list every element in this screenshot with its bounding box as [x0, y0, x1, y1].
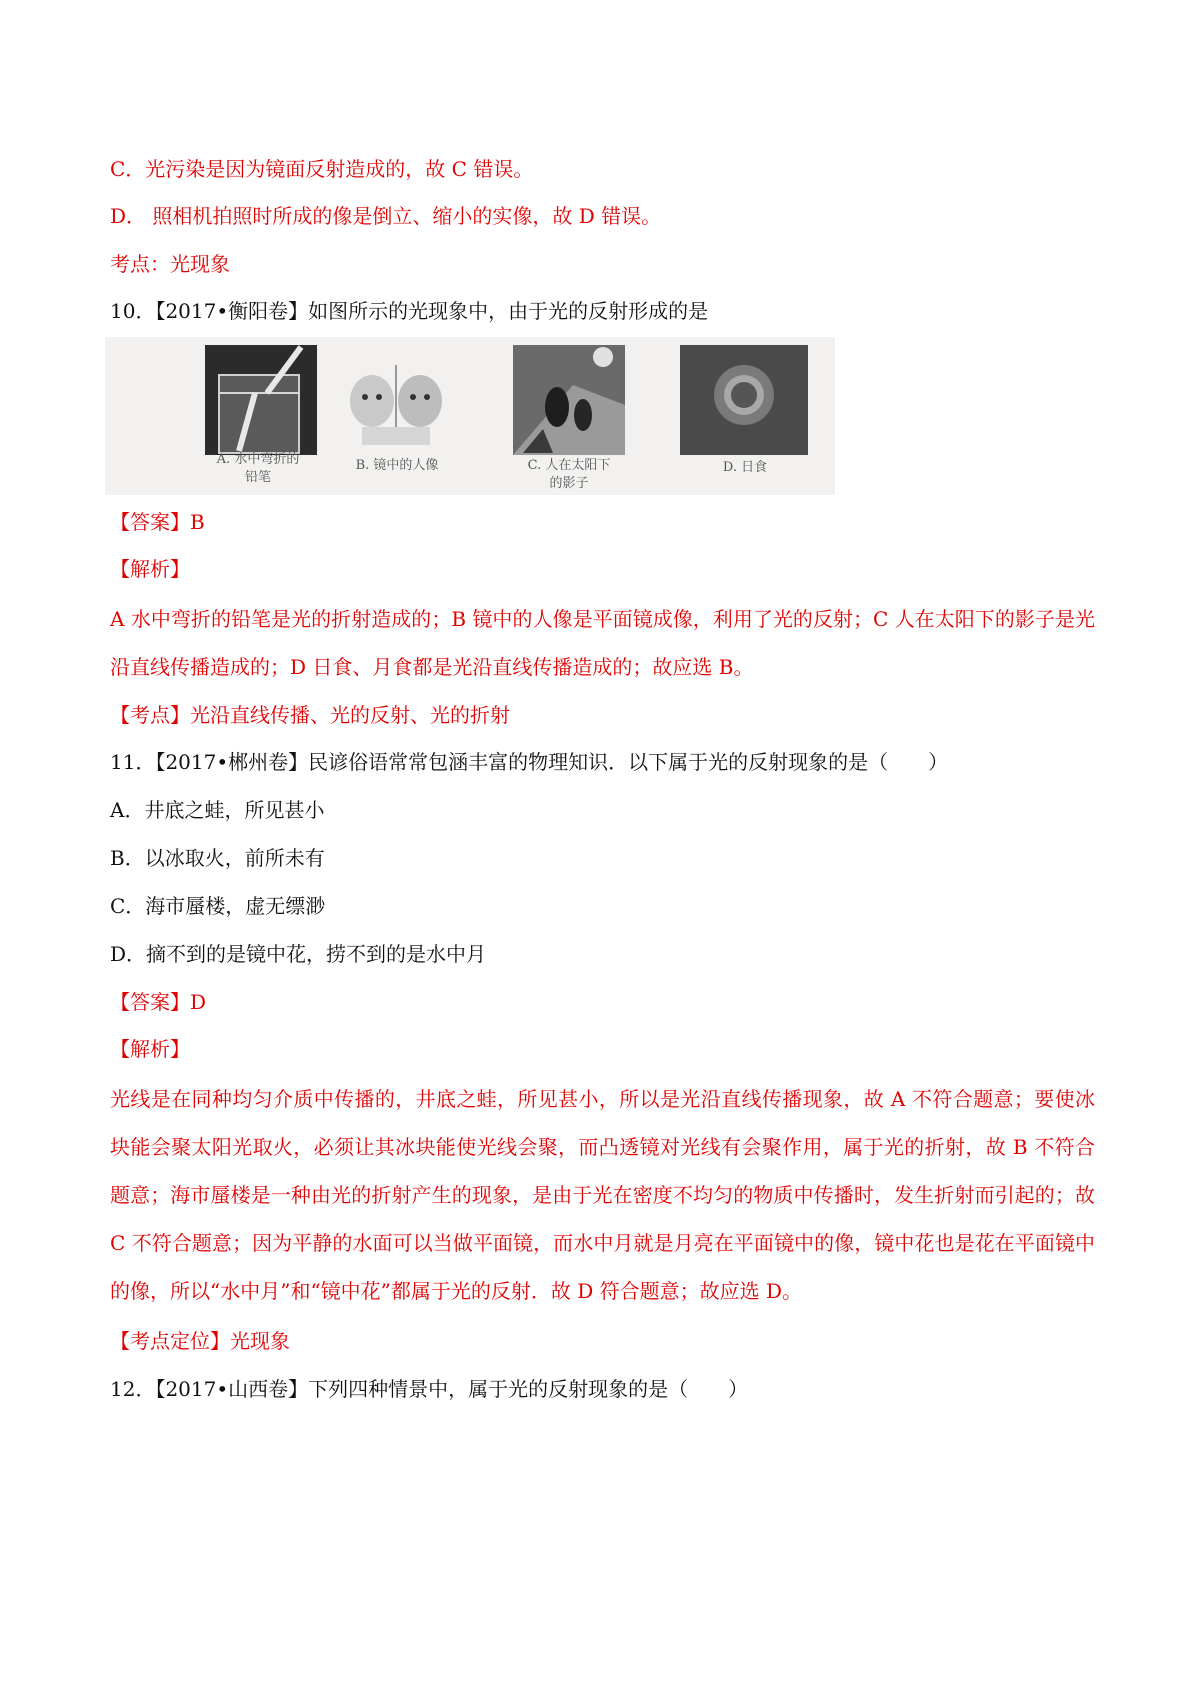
kaodian-11: 【考点定位】光现象: [110, 1329, 290, 1353]
photo-c-shadow: [513, 345, 625, 455]
kaodian-q9: 考点：光现象: [110, 252, 230, 276]
answer-10: 【答案】B: [110, 510, 205, 534]
kaodian-10: 【考点】光沿直线传播、光的反射、光的折射: [110, 703, 510, 727]
photo-b-mirror-baby: [340, 345, 452, 455]
answer-11: 【答案】D: [110, 990, 207, 1014]
question-11-option-c: C．海市蜃楼，虚无缥渺: [110, 894, 326, 918]
photo-a-bent-pencil: [205, 345, 317, 455]
question-11-option-b: B．以冰取火，前所未有: [110, 846, 325, 870]
caption-d: D. 日食: [722, 460, 768, 475]
photo-d-solar-eclipse: [680, 345, 808, 455]
option-d-explanation: D． 照相机拍照时所成的像是倒立、缩小的实像，故 D 错误。: [110, 204, 662, 228]
question-10-figure: [105, 337, 835, 495]
caption-c-line1: C. 人在太阳下: [527, 458, 611, 473]
caption-a: [183, 451, 333, 487]
analysis-label-11: 【解析】: [110, 1037, 190, 1061]
question-10: 10．【2017•衡阳卷】如图所示的光现象中，由于光的反射形成的是: [110, 299, 709, 323]
caption-c-line2: 的影子: [549, 476, 589, 491]
caption-a-line2: 铅笔: [244, 470, 271, 485]
question-11-option-d: D．摘不到的是镜中花，捞不到的是水中月: [110, 942, 487, 966]
analysis-11: 光线是在同种均匀介质中传播的，井底之蛙，所见甚小，所以是光沿直线传播现象，故 A 不符合题意；要使冰块能会聚太阳光取火，必须让其冰块能使光线会聚，而凸透镜对光线有会聚作用，属于光的折射，故 B 不符合题意；海市蜃楼是一种由光的折射产生的现象，是由于光在密度不均匀的物质中传播时，发生折射而引起的；故 C 不符合题意；因为平静的水面可以当做平面镜，而水中月就是月亮在平面镜中的像，镜中花也是花在平面镜中的像，所以“水中月”和“镜中花”都属于光的反射．故 D 符合题意；故应选 D。: [110, 1087, 1095, 1303]
question-11: 11．【2017•郴州卷】民谚俗语常常包涵丰富的物理知识．以下属于光的反射现象的是（ ）: [110, 750, 949, 774]
analysis-label-10: 【解析】: [110, 557, 190, 581]
caption-b: B. 镜中的人像: [355, 458, 439, 473]
question-12: 12．【2017•山西卷】下列四种情景中，属于光的反射现象的是（ ）: [110, 1377, 749, 1401]
option-c-explanation: C．光污染是因为镜面反射造成的，故 C 错误。: [110, 157, 534, 181]
caption-a-line1: A. 水中弯折的: [216, 452, 300, 467]
caption-c: [499, 457, 639, 493]
question-11-option-a: A．井底之蛙，所见甚小: [110, 798, 325, 822]
analysis-10: A 水中弯折的铅笔是光的折射造成的；B 镜中的人像是平面镜成像，利用了光的反射；C 人在太阳下的影子是光沿直线传播造成的；D 日食、月食都是光沿直线传播造成的；故应选 B。: [110, 607, 1095, 679]
